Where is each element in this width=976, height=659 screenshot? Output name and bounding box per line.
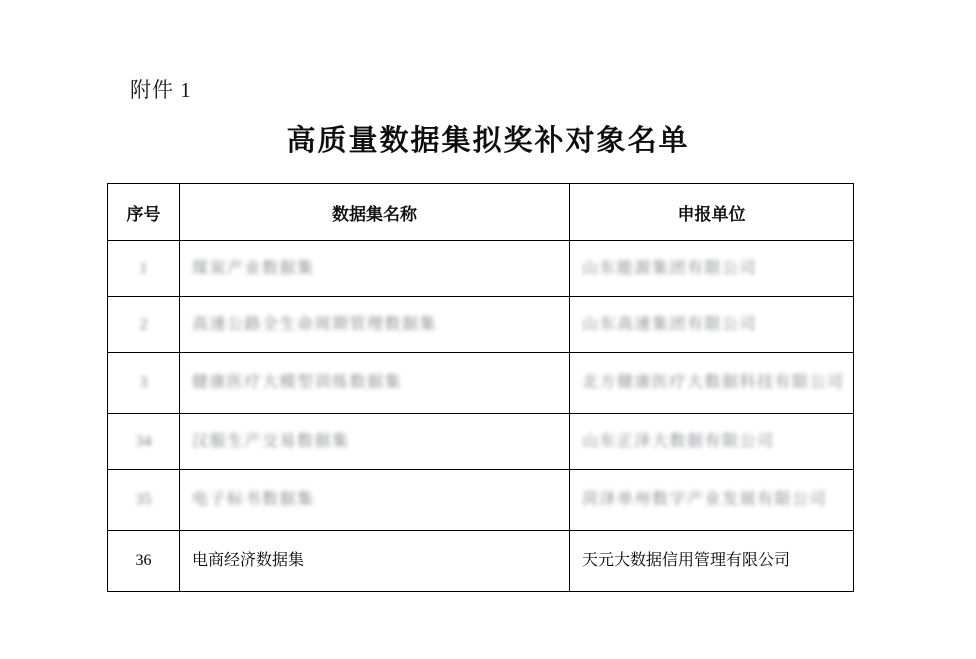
cell-no: 2 [108, 297, 180, 353]
cell-no: 36 [108, 531, 180, 592]
attachment-label: 附件 1 [130, 78, 192, 102]
table-row [108, 353, 854, 414]
cell-applicant-unit: 山东正泽大数据有限公司 [570, 414, 854, 470]
cell-no: 34 [108, 414, 180, 470]
cell-dataset-name: 煤炭产业数据集 [180, 241, 570, 297]
table-header-row [108, 184, 854, 241]
cell-dataset-name: 电子标书数据集 [180, 470, 570, 531]
cell-no: 3 [108, 353, 180, 414]
table-row [108, 241, 854, 297]
table-row [108, 414, 854, 470]
table-row [108, 531, 854, 592]
cell-no: 1 [108, 241, 180, 297]
cell-dataset-name: 汉服生产交易数据集 [180, 414, 570, 470]
cell-applicant-unit: 山东能源集团有限公司 [570, 241, 854, 297]
cell-applicant-unit: 天元大数据信用管理有限公司 [570, 531, 854, 592]
table-row [108, 470, 854, 531]
table-row [108, 297, 854, 353]
page-title: 高质量数据集拟奖补对象名单 [286, 125, 690, 157]
table-body [108, 241, 854, 592]
cell-dataset-name: 电商经济数据集 [180, 531, 570, 592]
table-header [108, 184, 854, 241]
cell-applicant-unit: 北方健康医疗大数据科技有限公司 [570, 353, 854, 414]
cell-no: 35 [108, 470, 180, 531]
cell-applicant-unit: 菏泽单州数字产业发展有限公司 [570, 470, 854, 531]
column-header-dataset-name: 数据集名称 [180, 184, 570, 241]
cell-dataset-name: 健康医疗大模型训练数据集 [180, 353, 570, 414]
cell-applicant-unit: 山东高速集团有限公司 [570, 297, 854, 353]
column-header-applicant-unit: 申报单位 [570, 184, 854, 241]
award-list-table [107, 183, 854, 592]
column-header-no: 序号 [108, 184, 180, 241]
cell-dataset-name: 高速公路全生命周期管理数据集 [180, 297, 570, 353]
